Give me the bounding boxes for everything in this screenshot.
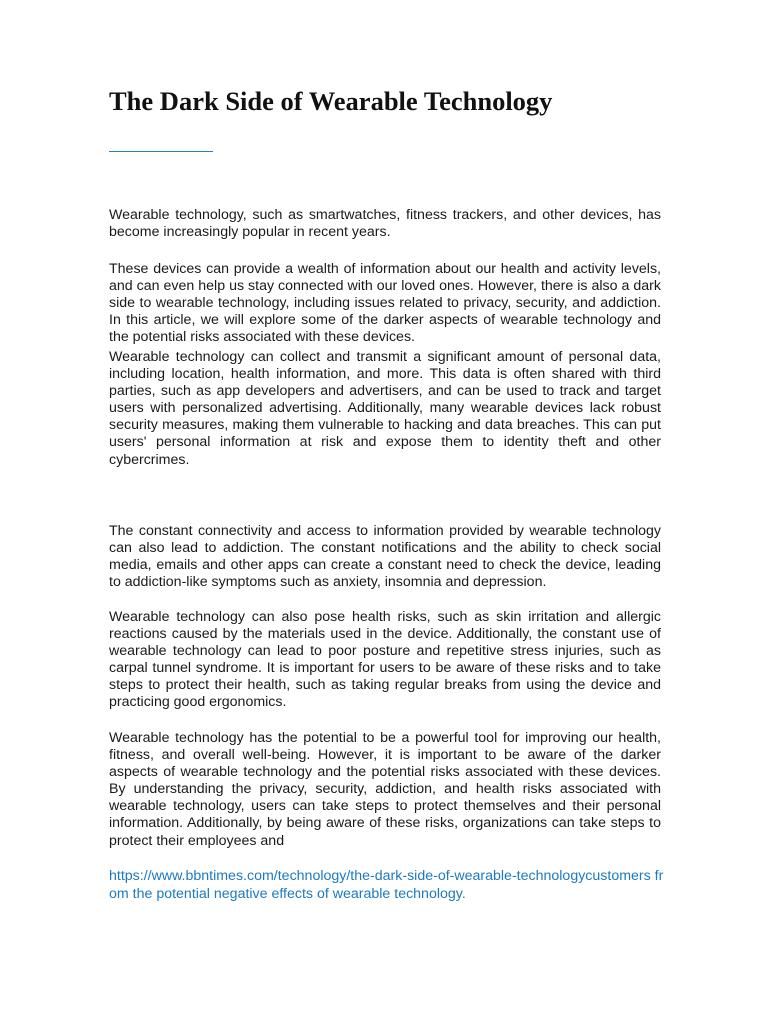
page-title: The Dark Side of Wearable Technology bbox=[109, 86, 553, 116]
paragraph-conclusion: Wearable technology has the potential to be a powerful tool for improving our health, fitness, and overall well-being. However, it is important to be aware of the darker aspects of wearable technology and the potential risks associated with these devices. By understanding the privacy, security, addiction, and health risks associated with wearable technology, users can take steps to protect themselves and their personal information. Additionally, by being aware of these risks, organizations can take steps to protect their employees and bbox=[109, 730, 661, 849]
paragraph-overview: These devices can provide a wealth of information about our health and activity levels, and can even help us stay connected with our loved ones. However, there is also a dark side to wearable technology, including issues related to privacy, security, and addiction. In this article, we will explore some of the darker aspects of wearable technology and the potential risks associated with these devices. bbox=[109, 261, 661, 346]
source-link[interactable]: https://www.bbntimes.com/technology/the-dark-side-of-wearable-technologycustomers from the potential negative effects of wearable technology. bbox=[109, 868, 664, 902]
paragraph-health-risks: Wearable technology can also pose health risks, such as skin irritation and allergic reactions caused by the materials used in the device. Additionally, the constant use of wearable technology can lead to poor posture and repetitive stress injuries, such as carpal tunnel syndrome. It is important for users to be aware of these risks and to take steps to protect their health, such as taking regular breaks from using the device and practicing good ergonomics. bbox=[109, 609, 661, 711]
title-underline-divider bbox=[109, 151, 213, 152]
paragraph-privacy: Wearable technology can collect and transmit a significant amount of personal data, including location, health information, and more. This data is often shared with third parties, such as app developers and advertisers, and can be used to track and target users with personalized advertising. Additionally, many wearable devices lack robust security measures, making them vulnerable to hacking and data breaches. This can put users' personal information at risk and expose them to identity theft and other cybercrimes. bbox=[109, 349, 661, 468]
paragraph-addiction: The constant connectivity and access to information provided by wearable technology can also lead to addiction. The constant notifications and the ability to check social media, emails and other apps can create a constant need to check the device, leading to addiction-like symptoms such as anxiety, insomnia and depression. bbox=[109, 523, 661, 591]
paragraph-intro: Wearable technology, such as smartwatches, fitness trackers, and other devices, has become increasingly popular in recent years. bbox=[109, 207, 661, 241]
